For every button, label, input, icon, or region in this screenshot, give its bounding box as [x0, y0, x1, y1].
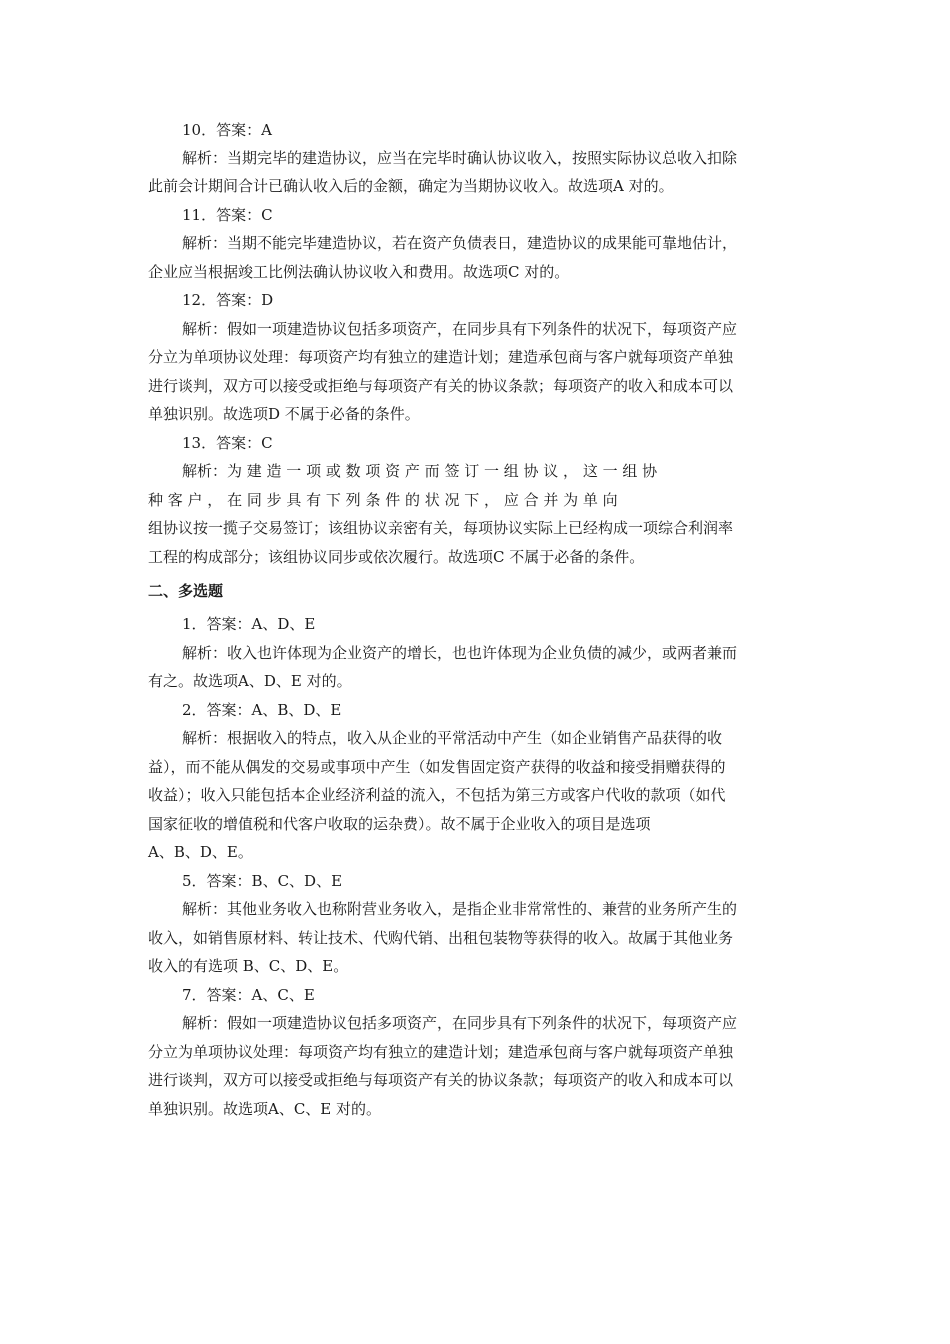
- answer-line-12: 12．答案：D: [182, 291, 274, 309]
- section-heading-multiple-choice: 二、多选题: [148, 582, 224, 600]
- explanation-line: 组协议按一揽子交易签订；该组协议亲密有关，每项协议实际上已经构成一项综合利润率: [148, 519, 734, 537]
- explanation-line: A、B、D、E。: [148, 843, 253, 861]
- answer-line-1: 1．答案：A、D、E: [182, 615, 316, 633]
- explanation-line: 解析：当期不能完毕建造协议，若在资产负债表日，建造协议的成果能可靠地估计，: [182, 234, 738, 252]
- explanation-line: 收入，如销售原材料、转让技术、代购代销、出租包装物等获得的收入。故属于其他业务: [148, 929, 734, 947]
- explanation-line: 解析：其他业务收入也称附营业务收入，是指企业非常常性的、兼营的业务所产生的: [182, 900, 738, 918]
- explanation-line: 解析：根据收入的特点，收入从企业的平常活动中产生（如企业销售产品获得的收: [182, 729, 723, 747]
- explanation-line: 国家征收的增值税和代客户收取的运杂费）。故不属于企业收入的项目是选项: [148, 815, 651, 833]
- explanation-line: 此前会计期间合计已确认收入后的金额，确定为当期协议收入。故选项A 对的。: [148, 177, 674, 195]
- explanation-line: 分立为单项协议处理：每项资产均有独立的建造计划；建造承包商与客户就每项资产单独: [148, 1043, 734, 1061]
- explanation-line: 分立为单项协议处理：每项资产均有独立的建造计划；建造承包商与客户就每项资产单独: [148, 348, 734, 366]
- explanation-line: 进行谈判，双方可以接受或拒绝与每项资产有关的协议条款；每项资产的收入和成本可以: [148, 1071, 734, 1089]
- explanation-line: 解析：当期完毕的建造协议，应当在完毕时确认协议收入，按照实际协议总收入扣除: [182, 149, 738, 167]
- answer-line-10: 10．答案：A: [182, 121, 272, 139]
- explanation-line: 进行谈判，双方可以接受或拒绝与每项资产有关的协议条款；每项资产的收入和成本可以: [148, 377, 734, 395]
- answer-line-5: 5．答案：B、C、D、E: [182, 872, 343, 890]
- explanation-line: 收益）；收入只能包括本企业经济利益的流入，不包括为第三方或客户代收的款项（如代: [148, 786, 726, 804]
- explanation-line: 解析：收入也许体现为企业资产的增长，也也许体现为企业负债的减少，或两者兼而: [182, 644, 738, 662]
- explanation-line: 单独识别。故选项A、C、E 对的。: [148, 1100, 382, 1118]
- explanation-line: 解析：为 建 造 一 项 或 数 项 资 产 而 签 订 一 组 协 议 ， 这 一 组 协: [182, 462, 658, 480]
- explanation-line: 种 客 户 ， 在 同 步 具 有 下 列 条 件 的 状 况 下 ， 应 合 并 为 单 向: [148, 491, 618, 509]
- explanation-line: 企业应当根据竣工比例法确认协议收入和费用。故选项C 对的。: [148, 263, 570, 281]
- explanation-line: 解析：假如一项建造协议包括多项资产，在同步具有下列条件的状况下，每项资产应: [182, 320, 738, 338]
- explanation-line: 收入的有选项 B、C、D、E。: [148, 957, 349, 975]
- answer-line-2: 2．答案：A、B、D、E: [182, 701, 342, 719]
- answer-line-13: 13．答案：C: [182, 434, 273, 452]
- explanation-line: 益），而不能从偶发的交易或事项中产生（如发售固定资产获得的收益和接受捐赠获得的: [148, 758, 726, 776]
- explanation-line: 单独识别。故选项D 不属于必备的条件。: [148, 405, 420, 423]
- answer-line-7: 7．答案：A、C、E: [182, 986, 315, 1004]
- explanation-line: 工程的构成部分；该组协议同步或依次履行。故选项C 不属于必备的条件。: [148, 548, 645, 566]
- explanation-line: 有之。故选项A、D、E 对的。: [148, 672, 352, 690]
- answer-line-11: 11．答案：C: [182, 206, 273, 224]
- explanation-line: 解析：假如一项建造协议包括多项资产，在同步具有下列条件的状况下，每项资产应: [182, 1014, 738, 1032]
